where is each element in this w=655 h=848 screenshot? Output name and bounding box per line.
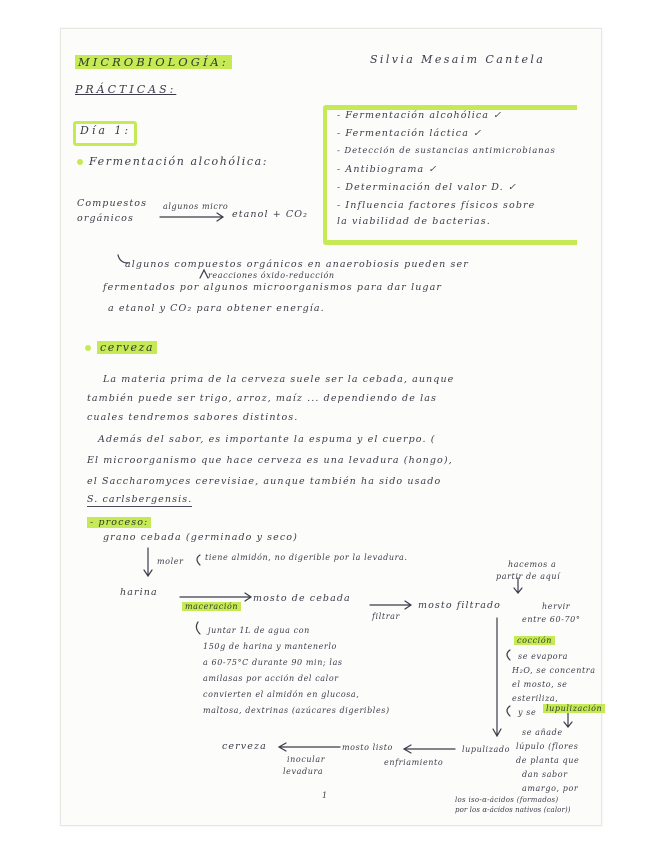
hacemos-label: hacemos a [508, 560, 557, 569]
arrow-label: algunos micro [163, 202, 229, 211]
lupulo-detail: de planta que [516, 756, 580, 765]
cerveza-text: cuales tendremos sabores distintos. [87, 412, 299, 423]
coccion-label [514, 636, 555, 645]
practice-item: - Fermentación láctica ✓ [337, 128, 483, 139]
hervir-label: hervir [542, 602, 571, 611]
inocular-label: inocular [287, 755, 326, 764]
coccion-detail: H₂O, se concentra [512, 666, 596, 675]
note-insert: reacciones óxido-reducción [208, 271, 335, 280]
compuestos-label: Compuestos [77, 198, 148, 209]
cerveza-text: La materia prima de la cerveza suele ser la cebada, aunque [103, 374, 455, 385]
note-line: a etanol y CO₂ para obtener energía. [108, 303, 325, 314]
cerveza-final-label: cerveza [222, 741, 267, 752]
filtrar-label: filtrar [372, 612, 400, 621]
lupulizacion-text: lupulización [543, 704, 605, 713]
proceso-heading-text: - proceso: [87, 517, 151, 528]
fermentacion-heading: Fermentación alcohólica: [89, 155, 269, 168]
maceracion-text: maceración [182, 602, 241, 611]
practice-item: la viabilidad de bacterias. [337, 216, 491, 227]
lupulo-detail: dan sabor [522, 770, 568, 779]
practice-item: - Fermentación alcohólica ✓ [337, 110, 503, 121]
mosto-listo-label: mosto listo [342, 743, 393, 752]
maceracion-detail: amilasas por acción del calor [203, 674, 339, 683]
maceracion-label [182, 602, 241, 611]
harina-label: harina [120, 587, 158, 598]
bullet-dot [77, 159, 83, 165]
author-name: Silvia Mesaim Cantela [370, 53, 546, 66]
lupulo-detail: los iso-α-ácidos (formados) [455, 796, 559, 804]
lupulo-detail: amargo, por [522, 784, 579, 793]
lupulizado-label: lupulizado [462, 745, 511, 754]
cerveza-text: también puede ser trigo, arroz, maíz ... dependiendo de las [87, 393, 437, 404]
practice-item: - Antibiograma ✓ [337, 164, 438, 175]
maceracion-detail: maltosa, dextrinas (azúcares digeribles) [203, 706, 390, 715]
organicos-label: orgánicos [77, 213, 134, 224]
coccion-detail: esteriliza, [512, 694, 559, 703]
mosto-filtrado-label: mosto filtrado [418, 600, 501, 611]
lupulizacion-label [543, 704, 605, 713]
cerveza-text: El microorganismo que hace cerveza es una levadura (hongo), [87, 455, 453, 466]
lupulo-detail: por los α-ácidos nativos (calor)) [455, 806, 571, 814]
enfriamiento-label: enfriamiento [384, 758, 444, 767]
practicas-heading: PRÁCTICAS: [75, 83, 177, 96]
result-label: etanol + CO₂ [232, 209, 309, 220]
mosto-cebada-label: mosto de cebada [253, 593, 351, 604]
maceracion-detail: juntar 1L de agua con [208, 626, 310, 635]
moler-label: moler [157, 557, 184, 566]
practice-item: - Influencia factores físicos sobre [337, 200, 536, 211]
cerveza-text: el Saccharomyces cerevisiae, aunque también ha sido usado [87, 476, 442, 487]
grano-label: grano cebada (germinado y seco) [103, 532, 298, 543]
cerveza-text: Además del sabor, es importante la espuma y el cuerpo. ( [98, 434, 436, 445]
maceracion-detail: a 60-75°C durante 90 min; las [203, 658, 343, 667]
cerveza-heading: cerveza [97, 341, 157, 354]
page-number: 1 [322, 791, 328, 800]
coccion-detail: se evapora [518, 652, 568, 661]
lupulo-detail: se añade [522, 728, 563, 737]
note-line: algunos compuestos orgánicos en anaerobiosis pueden ser [125, 259, 469, 270]
note-line: fermentados por algunos microorganismos para dar lugar [103, 282, 443, 293]
almidon-note: tiene almidón, no digerible por la levadura. [205, 553, 408, 562]
practice-item: - Determinación del valor D. ✓ [337, 182, 517, 193]
maceracion-detail: convierten el almidón en glucosa, [203, 690, 360, 699]
lupulo-detail: lúpulo (flores [516, 742, 579, 751]
practice-item: - Detección de sustancias antimicrobianas [337, 146, 556, 156]
levadura-label: levadura [283, 767, 324, 776]
page-title: MICROBIOLOGÍA: [75, 55, 232, 69]
partir-label: partir de aquí [496, 572, 561, 581]
entre-label: entre 60-70° [522, 615, 581, 624]
dia-label: Día 1: [80, 124, 132, 137]
bullet-dot [85, 345, 91, 351]
coccion-text: cocción [514, 636, 555, 645]
cerveza-text: S. carlsbergensis. [87, 494, 193, 505]
maceracion-detail: 150g de harina y mantenerlo [203, 642, 337, 651]
coccion-detail: y se [518, 708, 537, 717]
coccion-detail: el mosto, se [512, 680, 568, 689]
proceso-heading [87, 517, 151, 528]
